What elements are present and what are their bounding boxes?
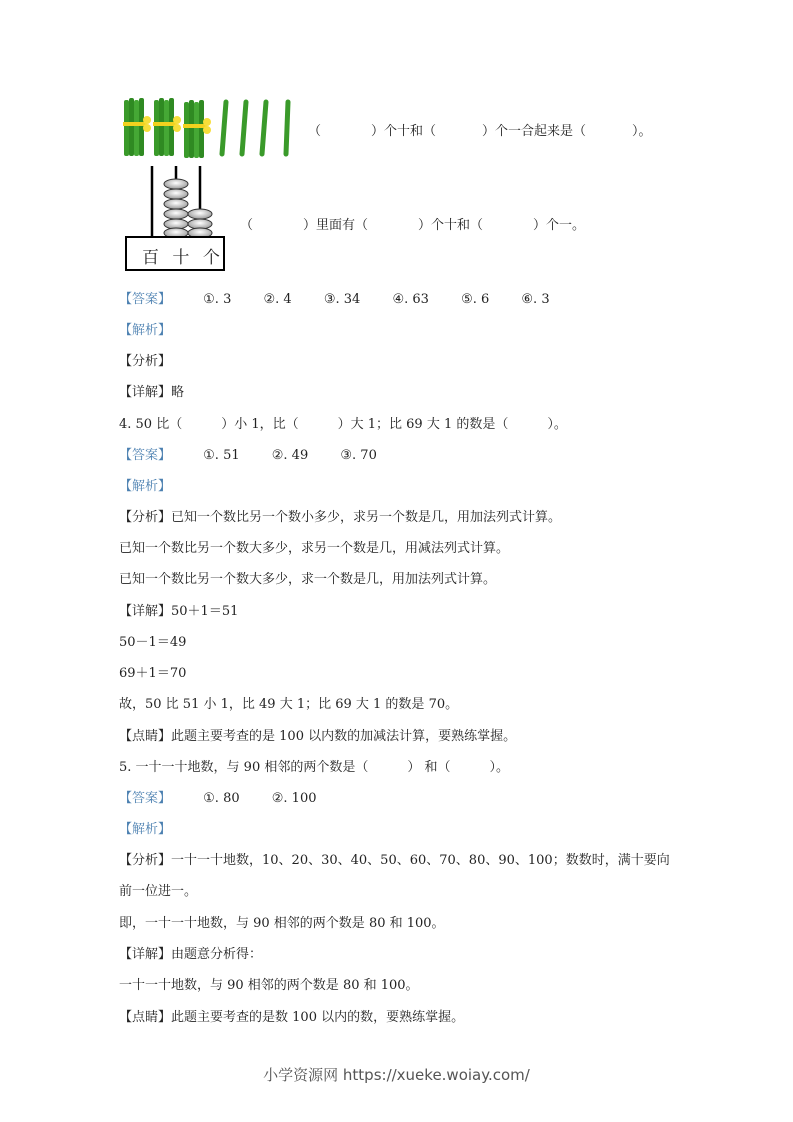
q3-fenxi-label: 【分析】	[119, 354, 172, 369]
stick-bundle-2	[153, 98, 181, 156]
q5-fenxi-line-3: 即，一十一十地数，与 90 相邻的两个数是 80 和 100。	[119, 916, 445, 931]
q5-dianjing: 【点睛】此题主要考查的是数 100 以内的数，要熟练掌握。	[119, 1010, 465, 1025]
q4-xiangjie-line-4: 故，50 比 51 小 1，比 49 大 1；比 69 大 1 的数是 70。	[119, 697, 459, 712]
stick-bundle-1	[123, 98, 151, 156]
counting-sticks-image	[122, 96, 294, 158]
abacus-labels: 百 十 个	[142, 248, 222, 268]
q3-xiangjie: 【详解】略	[119, 385, 185, 400]
q5-xiangjie-line-2: 一十一十地数，与 90 相邻的两个数是 80 和 100。	[119, 978, 419, 993]
q5-analysis-label: 【解析】	[119, 822, 172, 837]
q5-fenxi-line-1: 【分析】一十一十地数，10、20、30、40、50、60、70、80、90、100；数数时，满十要向	[119, 853, 670, 868]
answer-label: 【答案】	[119, 791, 172, 806]
q4-fenxi-line-2: 已知一个数比另一个数大多少，求另一个数是几，用减法列式计算。	[119, 541, 510, 556]
q5-xiangjie-line-1: 【详解】由题意分析得：	[119, 947, 263, 962]
abacus-question-line: （ ）里面有（ ）个十和（ ）个一。	[240, 218, 586, 233]
q4-question: 4. 50 比（ ）小 1，比（ ）大 1；比 69 大 1 的数是（ ）。	[119, 417, 567, 432]
q5-answer-row: 【答案】 ①. 80 ②. 100	[119, 791, 317, 806]
q4-fenxi-line-3: 已知一个数比另一个数大多少，求一个数是几，用加法列式计算。	[119, 572, 497, 587]
sticks-question-line: （ ）个十和（ ）个一合起来是（ ）。	[308, 124, 652, 139]
q3-answer-row: 【答案】 ①. 3 ②. 4 ③. 34 ④. 63 ⑤. 6 ⑥. 3	[119, 292, 550, 307]
q4-analysis-label: 【解析】	[119, 479, 172, 494]
answer-label: 【答案】	[119, 292, 172, 307]
q4-xiangjie-line-1: 【详解】50＋1＝51	[119, 604, 239, 619]
q4-xiangjie-line-3: 69＋1＝70	[119, 666, 187, 681]
q5-fenxi-line-2: 前一位进一。	[119, 884, 198, 899]
q5-question: 5. 一十一十地数，与 90 相邻的两个数是（ ） 和（ ）。	[119, 760, 509, 775]
answer-label: 【答案】	[119, 448, 172, 463]
tens-beads	[164, 179, 188, 238]
q4-answer-row: 【答案】 ①. 51 ②. 49 ③. 70	[119, 448, 377, 463]
ones-beads	[188, 209, 212, 238]
q3-analysis-label: 【解析】	[119, 323, 172, 338]
q4-xiangjie-line-2: 50－1＝49	[119, 635, 187, 650]
footer-watermark: 小学资源网 https://xueke.woiay.com/	[263, 1066, 530, 1084]
q4-dianjing: 【点睛】此题主要考查的是 100 以内数的加减法计算，要熟练掌握。	[119, 729, 517, 744]
single-sticks	[222, 102, 288, 154]
stick-bundle-3	[183, 100, 211, 158]
q4-fenxi-line-1: 【分析】已知一个数比另一个数小多少，求另一个数是几，用加法列式计算。	[119, 510, 562, 525]
